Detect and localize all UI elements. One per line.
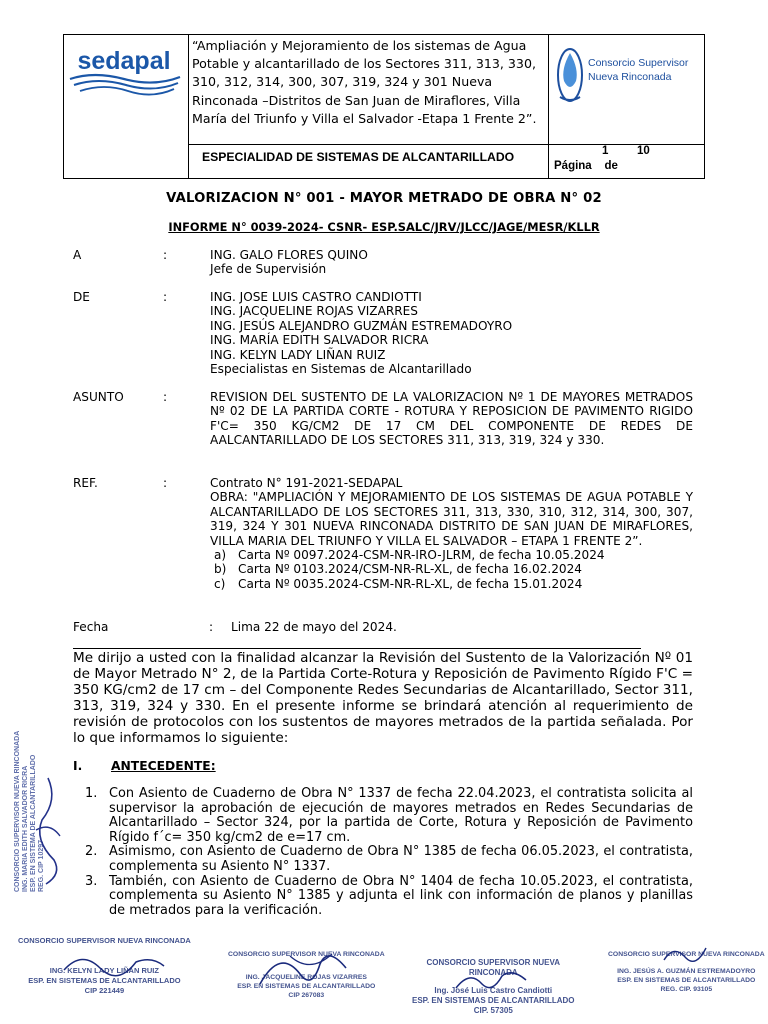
field-de-label: DE [73,290,90,304]
field-colon: : [163,390,168,404]
field-ref-label: REF. [73,476,98,490]
svg-text:Consorcio Supervisor: Consorcio Supervisor [588,57,689,69]
field-a-label: A [73,248,82,262]
antecedentes-list [85,787,693,918]
page-current: 1 [602,145,609,157]
stamp-castro: CONSORCIO SUPERVISOR NUEVA RINCONADA Ing. José Luis Castro Candiotti ESP. EN SISTEMAS DE ALCANTARILLADO CIP. 57305 [412,958,575,1015]
field-colon: : [209,620,214,634]
specialty-label: ESPECIALIDAD DE SISTEMAS DE ALCANTARILLADO [202,150,515,164]
consorcio-logo [550,35,704,143]
sedapal-logo [64,35,188,178]
sender-line: ING. JOSE LUIS CASTRO CANDIOTTI [210,290,422,304]
intro-paragraph: Me dirijo a usted con la finalidad alcanzar la Revisión del Sustento de la Valorización Nº 01 de Mayor Metrado N° 2, de la Partida Corte-Rotura y Reposición de Pavimento Rígido F'C = 350 KG/cm2 de 17 cm – del Componente Redes Secundarias de Alcantarillado, Sector 311, 313, 319, 324 y 330. En el presente informe se brindará atención al requerimiento de revisión de protocolos con los sustentos de mayores metrados de la partida señalada. Por lo que informamos lo siguiente: [73,650,693,747]
svg-text:sedapal: sedapal [77,47,171,75]
ref-item: b) Carta Nº 0103.2024/CSM-NR-RL-XL, de fecha 16.02.2024 [214,562,583,577]
signature-liñan [60,948,170,980]
signature-guzman [660,940,720,970]
recipient-name: ING. GALO FLORES QUINO [210,248,368,262]
informe-number: INFORME N° 0039-2024- CSNR- ESP.SALC/JRV/JLCC/JAGE/MESR/KLLR [168,220,600,234]
field-asunto-value: REVISION DEL SUSTENTO DE LA VALORIZACION Nº 1 DE MAYORES METRADOS Nº 02 DE LA PARTIDA CORTE - ROTURA Y REPOSICION DE PAVIMENTO RIGIDO F'C= 350 KG/CM2 DE 17 CM DEL COMPONENTE DE REDES DE AALCANTARILLADO DE LOS SECTORES 311, 313, 319, 324 y 330. [210,390,693,448]
ref-item: a) Carta Nº 0097.2024-CSM-NR-IRO-JLRM, de fecha 10.05.2024 [214,548,605,563]
document-title: VALORIZACION N° 001 - MAYOR METRADO DE OBRA N° 02 [166,191,602,206]
ref-contract: Contrato N° 191-2021-SEDAPAL [210,476,403,490]
field-fecha-label: Fecha [73,620,109,634]
sender-line: ING. JESÚS ALEJANDRO GUZMÁN ESTREMADOYRO [210,318,513,333]
field-asunto-label: ASUNTO [73,390,124,404]
list-item: 3. También, con Asiento de Cuaderno de Obra N° 1404 de fecha 10.05.2023, el contratista, complementa su Asiento N° 1385 y adjunta el link con información de planos y planillas de metrados para la verificación. [85,873,693,918]
field-colon: : [163,476,168,490]
divider [73,648,641,649]
signature-rojas [250,944,360,996]
svg-text:Nueva Rinconada: Nueva Rinconada [588,71,672,83]
field-ref-value [210,476,693,591]
page-label: Página de [554,160,618,172]
stamp-guzman: CONSORCIO SUPERVISOR NUEVA RINCONADA ING. JESÚS A. GUZMÁN ESTREMADOYRO ESP. EN SISTEMAS DE ALCANTARILLADO REG. CIP. 93105 [608,951,765,993]
field-fecha-value: Lima 22 de mayo del 2024. [231,620,397,634]
field-colon: : [163,248,168,262]
ref-item: c) Carta Nº 0035.2024-CSM-NR-RL-XL, de fecha 15.01.2024 [214,576,583,591]
side-stamp: CONSORCIO SUPERVISOR NUEVA RINCONADA ING. MARIA EDITH SALVADOR RICRA ESP. EN SISTEMA DE ALCANTARILLADO REG. CIP 10297 [14,730,45,892]
field-colon: : [163,290,168,304]
signature-castro [452,966,532,996]
sender-line: ING. JACQUELINE ROJAS VIZARRES [210,304,418,319]
field-de-value [210,290,693,376]
stamp-liñan: CONSORCIO SUPERVISOR NUEVA RINCONADA ING. KELYN LADY LIÑAN RUIZ ESP. EN SISTEMAS DE ALCANTARILLADO CIP 221449 [18,936,191,995]
sender-line: ING. MARÍA EDITH SALVADOR RICRA [210,333,429,348]
header-table [63,34,705,179]
recipient-role: Jefe de Supervisión [210,262,327,277]
sender-line: Especialistas en Sistemas de Alcantarillado [210,362,472,377]
sender-line: ING. KELYN LADY LIÑAN RUIZ [210,347,386,362]
ref-obra: OBRA: "AMPLIACIÓN Y MEJORAMIENTO DE LOS SISTEMAS DE AGUA POTABLE Y ALCANTARILLADO DE LOS SECTORES 311, 313, 330, 310, 312, 314, 300, 307, 319, 324 Y 301 NUEVA RINCONADA DISTRITO DE SAN JUAN DE MIRAFLORES, VILLA MARIA DEL TRIUNFO Y VILLA EL SALVADOR – ETAPA 1 FRENTE 2”. [210,490,693,548]
section-heading: I. ANTECEDENTE: [73,759,216,773]
list-item: 2. Asimismo, con Asiento de Cuaderno de Obra N° 1385 de fecha 06.05.2023, el contratista, complementa su Asiento N° 1337. [85,844,693,874]
stamp-rojas: CONSORCIO SUPERVISOR NUEVA RINCONADA ING. JACQUELINE ROJAS VIZARRES ESP. EN SISTEMAS DE ALCANTARILLADO CIP 267083 [228,951,385,999]
project-title: “Ampliación y Mejoramiento de los sistemas de Agua Potable y alcantarillado de los Sectores 311, 313, 330, 310, 312, 314, 300, 307, 319, 324 y 301 Nueva Rinconada –Distritos de San Juan de Miraflores, Villa María del Triunfo y Villa el Salvador -Etapa 1 Frente 2”. [192,38,537,126]
field-a-value [210,248,693,277]
list-item: 1. Con Asiento de Cuaderno de Obra N° 1337 de fecha 22.04.2023, el contratista solicita al supervisor la aprobación de ejecución de mayores metrados en Redes Secundarias de Alcantarillado – Sector 324, por la partida de Corte, Rotura y Reposición de Pavimento Rígido f´c= 350 kg/cm2 de e=17 cm. [85,786,693,845]
page-total: 10 [637,145,650,157]
side-signature [28,770,68,890]
